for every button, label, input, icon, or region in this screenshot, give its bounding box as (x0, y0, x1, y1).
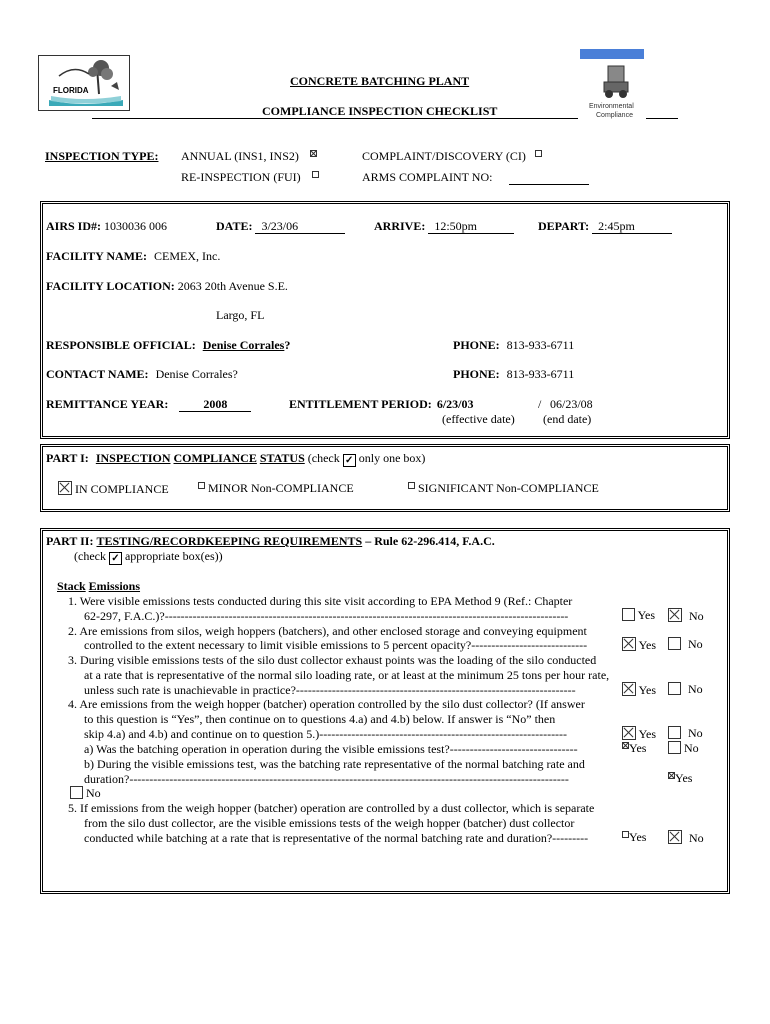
facility-name-label: FACILITY NAME: (46, 249, 147, 263)
q4b-yes-label: Yes (675, 771, 693, 785)
q4a-yes-checkbox[interactable] (622, 742, 629, 749)
q2-line2: controlled to the extent necessary to limit visible emissions to 5 percent opacity?----------------------------- (84, 638, 588, 652)
end-date-label: (end date) (543, 412, 592, 426)
part1-title-c: STATUS (259, 451, 305, 465)
check-mark-icon-2: ✓ (109, 552, 122, 565)
annual-option[interactable] (181, 149, 317, 164)
emissions-label: Emissions (88, 579, 141, 593)
env-compliance-logo (586, 62, 646, 122)
complaint-label: COMPLAINT/DISCOVERY (CI) (362, 149, 526, 163)
q4-no-checkbox[interactable] (668, 726, 681, 739)
responsible-official (46, 338, 290, 353)
facility-location (46, 279, 288, 294)
q4-yes[interactable] (622, 726, 656, 742)
depart-label: DEPART: (538, 219, 590, 233)
contact-label: CONTACT NAME: (46, 367, 149, 381)
q3-yes[interactable] (622, 682, 656, 698)
remit-value: 2008 (179, 398, 251, 412)
q2-yes-label: Yes (638, 638, 657, 652)
phone-value-2: 813-933-6711 (506, 367, 575, 381)
q4a-no-checkbox[interactable] (668, 741, 681, 754)
part1-title-b: COMPLIANCE (173, 451, 257, 465)
q4a-no-label: No (684, 741, 699, 755)
reinspection-checkbox[interactable] (312, 171, 319, 178)
facility-location-line2: Largo, FL (216, 308, 265, 322)
official-value: Denise Corrales (202, 338, 285, 352)
q3-line1: 3. During visible emissions tests of the silo dust collector exhaust points was the loading of the silo conducted (68, 653, 597, 667)
q4b-line2: duration?-------------------------------------------------------------------------------------------------------------- (84, 772, 569, 786)
check-mark-icon: ✓ (343, 454, 356, 467)
part2-title: TESTING/RECORDKEEPING REQUIREMENTS (96, 534, 363, 548)
q2-yes[interactable] (622, 637, 656, 653)
q2-line1: 2. Are emissions from silos, weigh hoppers (batchers), and other enclosed storage and conveying equipment (68, 624, 587, 638)
arrive-field (374, 219, 514, 234)
arms-complaint (362, 170, 492, 185)
airs-value: 1030036 006 (104, 219, 168, 233)
date-value: 3/23/06 (255, 220, 345, 234)
phone-2 (453, 367, 574, 382)
blue-tab (580, 49, 644, 59)
facility-name-value: CEMEX, Inc. (154, 249, 221, 263)
stack-label: Stack (57, 579, 86, 593)
q3-line3: unless such rate is unachievable in practice?---------------------------------------------------------------------- (84, 683, 576, 697)
date-label: DATE: (216, 219, 253, 233)
q2-no[interactable] (668, 637, 703, 652)
q3-yes-checkbox[interactable] (622, 682, 636, 696)
q1-line2: 62-297, F.A.C.)?----------------------------------------------------------------------------------------------------- (84, 609, 569, 623)
significant-checkbox[interactable] (408, 482, 415, 489)
q2-no-label: No (688, 637, 703, 651)
complaint-checkbox[interactable] (535, 150, 542, 157)
q4b-no[interactable] (70, 786, 101, 801)
official-label: RESPONSIBLE OFFICIAL: (46, 338, 196, 352)
phone-1 (453, 338, 574, 353)
reinspection-option[interactable] (181, 170, 319, 185)
entitle-sep: / (538, 397, 542, 411)
q4-line1: 4. Are emissions from the weigh hopper (batcher) operation controlled by the silo dust collector? (If answer (68, 697, 585, 711)
reinspection-label: RE-INSPECTION (FUI) (181, 170, 301, 184)
q5-yes[interactable] (622, 830, 646, 845)
arms-blank[interactable] (509, 184, 589, 185)
arrive-value: 12:50pm (428, 220, 514, 234)
q5-line3: conducted while batching at a rate that is representative of the normal batching rate and duration?--------- (84, 831, 589, 845)
q2-no-checkbox[interactable] (668, 637, 681, 650)
depart-value: 2:45pm (592, 220, 672, 234)
minor-noncompliance-option[interactable] (198, 481, 354, 496)
q3-no-checkbox[interactable] (668, 682, 681, 695)
page-subtitle: COMPLIANCE INSPECTION CHECKLIST (262, 104, 498, 118)
facility-location-label: FACILITY LOCATION: (46, 279, 175, 293)
q5-no-label: No (689, 831, 704, 845)
q1-line1: 1. Were visible emissions tests conducted during this site visit according to EPA Method 9 (Ref.: Chapter (68, 594, 573, 608)
q4b-line1: b) During the visible emissions test, was the batching rate representative of the normal batching rate and (84, 757, 585, 771)
effective-date-label: (effective date) (442, 412, 515, 426)
part2-note-b: appropriate box(es)) (124, 549, 223, 563)
q4b-no-label: No (86, 786, 101, 800)
env-logo-line2: Compliance (596, 112, 633, 119)
part1-title-a: INSPECTION (95, 451, 171, 465)
florida-logo-icon (39, 56, 129, 110)
part2-heading (46, 534, 495, 549)
part1-note-b: only one box) (358, 451, 426, 465)
airs-label: AIRS ID#: (46, 219, 102, 233)
q4a-no[interactable] (668, 741, 699, 756)
annual-checkbox[interactable] (310, 150, 317, 157)
entitle-label: ENTITLEMENT PERIOD: (289, 397, 432, 411)
q3-no[interactable] (668, 682, 703, 697)
q4b-yes-checkbox[interactable] (668, 772, 675, 779)
q1-no-checkbox[interactable] (668, 608, 682, 622)
logo-text: FLORIDA (53, 86, 89, 95)
q3-line2: at a rate that is representative of the normal silo loading rate, or at least at the minimum 25 tons per hour rate, (84, 668, 610, 682)
q2-yes-checkbox[interactable] (622, 637, 636, 651)
facility-name (46, 249, 220, 264)
phone-label-2: PHONE: (453, 367, 500, 381)
in-compliance-option[interactable] (58, 481, 169, 497)
q5-no-checkbox[interactable] (668, 830, 682, 844)
q5-no[interactable] (668, 830, 704, 846)
arms-label: ARMS COMPLAINT NO: (362, 170, 493, 184)
phone-value-1: 813-933-6711 (506, 338, 575, 352)
entitle-start: 6/23/03 (436, 397, 474, 411)
env-logo-line1: Environmental (589, 103, 634, 110)
q4-no[interactable] (668, 726, 703, 741)
q4-no-label: No (688, 726, 703, 740)
minor-label: MINOR Non-COMPLIANCE (208, 481, 354, 495)
inspection-type-text: INSPECTION TYPE: (45, 149, 159, 163)
truck-icon (596, 62, 636, 102)
q5-yes-label: Yes (629, 830, 647, 844)
q5-line2: from the silo dust collector, are the visible emissions tests of the weigh hopper (batcher) dust collector (84, 816, 575, 830)
contact-value: Denise Corrales? (155, 367, 238, 381)
q4-yes-label: Yes (638, 727, 657, 741)
q1-no[interactable] (668, 608, 704, 624)
q3-no-label: No (688, 682, 703, 696)
q4a-yes[interactable] (622, 741, 646, 756)
stack-emissions-heading (57, 579, 140, 594)
part1-note-a: (check (307, 451, 340, 465)
entitlement-period (289, 397, 473, 412)
q1-yes-checkbox[interactable] (622, 608, 635, 621)
date-field (216, 219, 345, 234)
in-compliance-checkbox[interactable] (58, 481, 72, 495)
part2-rule: – Rule 62-296.414, F.A.C. (362, 534, 495, 548)
depart-field (538, 219, 672, 234)
facility-location-line1: 2063 20th Avenue S.E. (177, 279, 288, 293)
q5-yes-checkbox[interactable] (622, 831, 629, 838)
q4-yes-checkbox[interactable] (622, 726, 636, 740)
florida-dep-logo (38, 55, 130, 111)
q1-no-label: No (689, 609, 704, 623)
q4b-no-checkbox[interactable] (70, 786, 83, 799)
part2-prefix: PART II: (46, 534, 94, 548)
part2-note-a: (check (74, 549, 106, 563)
q4-line3: skip 4.a) and 4.b) and continue on to question 5.)-------------------------------------------------------------- (84, 727, 568, 741)
q3-yes-label: Yes (638, 683, 657, 697)
arrive-label: ARRIVE: (374, 219, 426, 233)
part1-heading (46, 451, 425, 467)
significant-label: SIGNIFICANT Non-COMPLIANCE (418, 481, 599, 495)
entitle-end: 06/23/08 (550, 397, 593, 411)
phone-label-1: PHONE: (453, 338, 500, 352)
complaint-option[interactable] (362, 149, 542, 164)
q4-line2: to this question is “Yes”, then continue on to questions 4.a) and 4.b) below. If answer is “No” then (84, 712, 556, 726)
q5-line1: 5. If emissions from the weigh hopper (batcher) operation are controlled by a dust collector, which is separate (68, 801, 595, 815)
airs-id (46, 219, 167, 234)
official-suffix: ? (284, 338, 291, 352)
q4a-line: a) Was the batching operation in operation during the visible emissions test?-------------------------------- (84, 742, 578, 756)
subtitle-rule-right (646, 118, 678, 119)
remit-label: REMITTANCE YEAR: (46, 397, 169, 411)
inspection-type-label (45, 149, 158, 164)
contact-name (46, 367, 238, 382)
q4b-yes[interactable] (668, 771, 692, 786)
q4a-yes-label: Yes (629, 741, 647, 755)
in-compliance-label: IN COMPLIANCE (75, 482, 169, 496)
q1-yes-label: Yes (637, 608, 656, 622)
page-title: CONCRETE BATCHING PLANT (290, 74, 470, 88)
remittance-year (46, 397, 251, 412)
part1-prefix: PART I: (46, 451, 89, 465)
q1-yes[interactable] (622, 608, 655, 623)
subtitle-rule (92, 118, 578, 119)
minor-checkbox[interactable] (198, 482, 205, 489)
part2-note (74, 549, 223, 565)
significant-noncompliance-option[interactable] (408, 481, 599, 496)
annual-label: ANNUAL (INS1, INS2) (181, 149, 299, 163)
